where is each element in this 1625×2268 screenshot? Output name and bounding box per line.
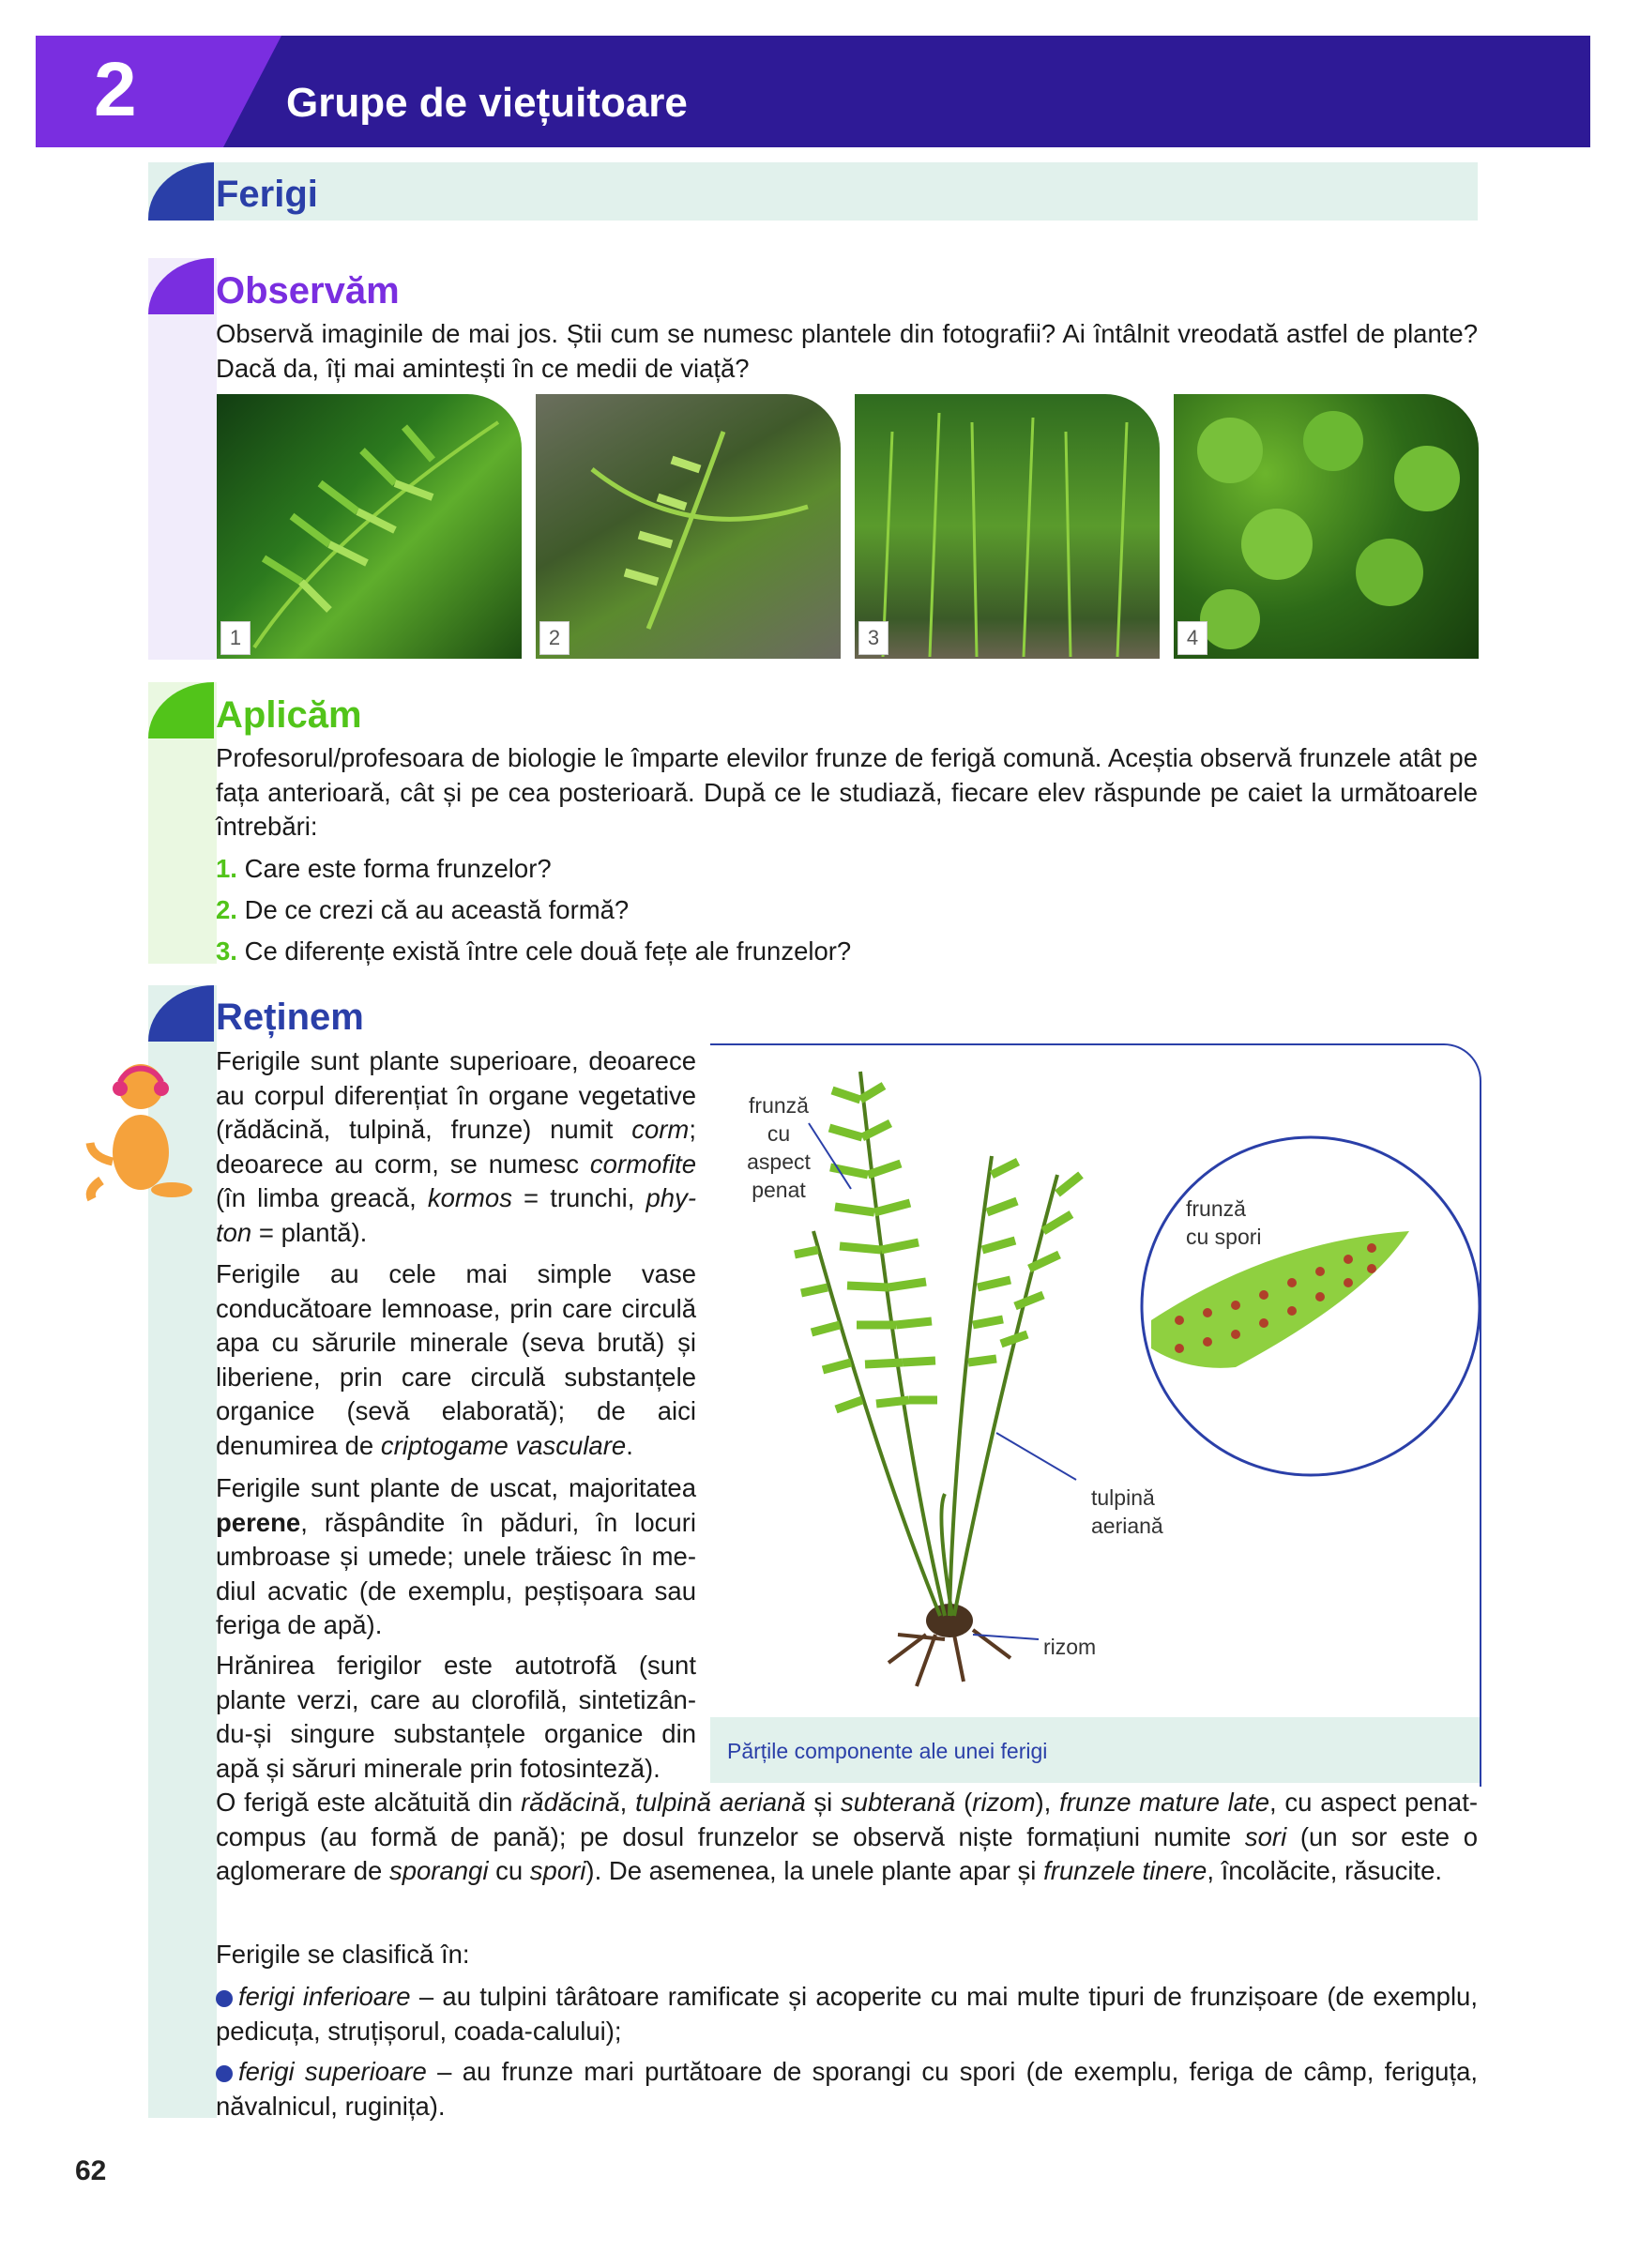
chapter-number-badge xyxy=(36,36,281,147)
label-frunza-spori: frunză cu spori xyxy=(1186,1196,1262,1249)
observam-title: Observăm xyxy=(216,270,400,312)
photo-number: 2 xyxy=(539,621,570,655)
retinem-title: Reținem xyxy=(216,997,364,1038)
observam-rail xyxy=(148,258,217,660)
label-tulpina-aeriana: tulpină aeriană xyxy=(1091,1485,1163,1538)
photo-fern-2 xyxy=(536,394,841,659)
aplicam-question-2: 2. De ce crezi că au această formă? xyxy=(216,895,630,924)
label-frunza-penat: frunză cu aspect penat xyxy=(747,1093,811,1202)
bullet-ferigi-inferioare: ferigi inferioare – au tulpini târâtoare ramificate și acoperite cu mai multe tipuri de frunzișoare (de exemplu, pedicuța, struțișorul, coada-calului); xyxy=(216,1982,1478,2046)
aplicam-title: Aplicăm xyxy=(216,694,362,736)
bullet-ferigi-superioare: ferigi superioare – au frunze mari purtătoare de sporangi cu spori (de exemplu, feriga de câmp, feriguța, năvalnicul, ruginița). xyxy=(216,2057,1479,2121)
retinem-paragraph-2: Ferigile au cele mai simple vase conducătoare lemnoase, prin care circulă apa cu sărurile minerale (seva brută) și liberiene, prin care circulă substanțele organice (sevă elaborată); de aici denumirea de criptogame vasculare. xyxy=(216,1259,696,1460)
photo-liverwort-4 xyxy=(1174,394,1479,659)
retinem-paragraph-5: O ferigă este alcătuită din rădăcină, tulpină aeriană și subterană (rizom), frunze mature late, cu aspect penat-compus (au formă de pană); pe dosul frunzelor se observă niște formațiuni numite sori (un sor este o aglomerare de sporangi cu spori). De asemenea, la unele plante apar și frunzele tinere, încolăcite, răsucite. xyxy=(216,1788,1478,1885)
photo-number: 1 xyxy=(220,621,251,655)
chapter-number: 2 xyxy=(94,47,137,132)
fern-diagram-illustration xyxy=(710,1043,1480,1719)
aplicam-question-3: 3. Ce diferențe există între cele două fețe ale frunzelor? xyxy=(216,936,852,966)
retinem-paragraph-1: Ferigile sunt plante superioare, deoarece au corpul diferențiat în organe vegetative (rădăcină, tulpină, frunze) numit corm; deoarece au corm, se numesc cormofite (în limba greacă, kormos = trunchi, phyton = plantă). xyxy=(216,1046,696,1247)
lesson-title: Ferigi xyxy=(216,174,318,215)
page-number: 62 xyxy=(75,2155,107,2186)
aplicam-text: Profesorul/profesoara de biologie le împarte elevilor frunze de ferigă comună. Aceștia observă frunzele atât pe fața anterioară, cât și pe cea posterioară. După ce le studiază, fiecare elev răspunde pe caiet la următoarele întrebări: xyxy=(216,743,1478,841)
kangaroo-mascot-icon xyxy=(83,1049,200,1204)
photo-number: 3 xyxy=(858,621,888,655)
classification-intro: Ferigile se clasifică în: xyxy=(216,1940,470,1969)
diagram-caption: Părțile componente ale unei ferigi xyxy=(727,1739,1048,1763)
aplicam-question-1: 1. Care este forma frunzelor? xyxy=(216,854,552,883)
photo-fern-1 xyxy=(217,394,522,659)
retinem-paragraph-3: Ferigile sunt plante de uscat, majoritatea perene, răspândite în păduri, în locuri umbroase și umede; unele trăiesc în mediul acvatic (de exemplu, peștișoara sau feriga de apă). xyxy=(216,1473,696,1639)
bullet-icon xyxy=(216,2065,233,2082)
bullet-icon xyxy=(216,1990,233,2007)
photo-horsetail-3 xyxy=(855,394,1160,659)
retinem-paragraph-4: Hrănirea ferigilor este autotrofă (sunt plante verzi, care au clorofilă, sintetizându-și singure substanțele organice din apă și săruri minerale prin fotosinteză). xyxy=(216,1651,696,1783)
lesson-title-bar xyxy=(148,162,1478,221)
label-rizom: rizom xyxy=(1043,1635,1097,1659)
observam-text: Observă imaginile de mai jos. Știi cum se numesc plantele din fotografii? Ai întâlnit vreodată astfel de plante? Dacă da, îți mai amintești în ce medii de viață? xyxy=(216,319,1478,383)
photo-number: 4 xyxy=(1177,621,1207,655)
chapter-title: Grupe de viețuitoare xyxy=(286,80,688,126)
